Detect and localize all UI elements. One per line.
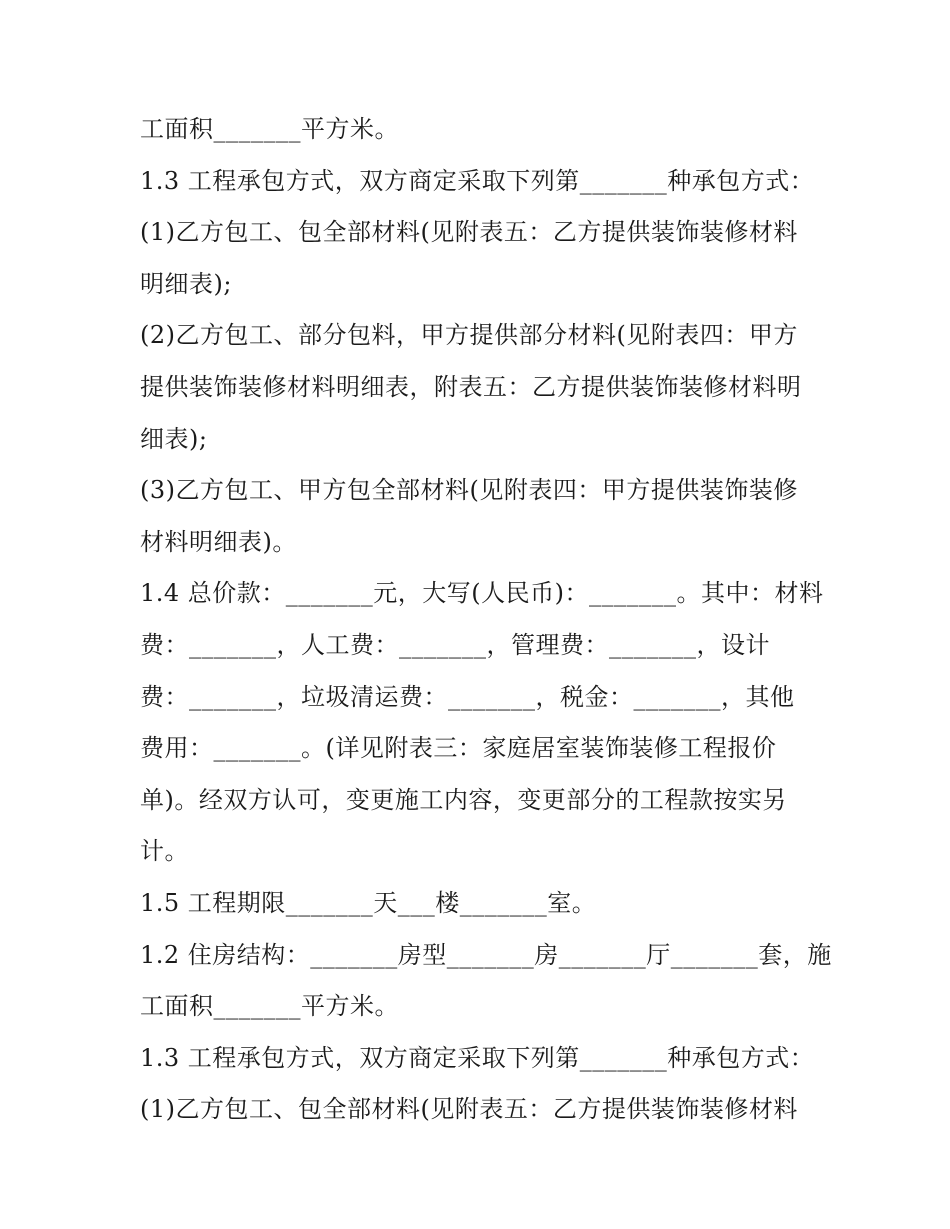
text-line: 工面积_______平方米。 bbox=[140, 115, 399, 143]
text-line: 1.2 住房结构：_______房型_______房_______厅_______套，施 bbox=[140, 940, 832, 969]
text-line: (2)乙方包工、部分包料，甲方提供部分材料(见附表四：甲方 bbox=[140, 321, 798, 350]
text-line: 计。 bbox=[140, 837, 189, 866]
contract-text bbox=[140, 104, 832, 1136]
text-line: 费：_______，人工费：_______，管理费：_______，设计 bbox=[140, 630, 770, 659]
text-line: 单)。经双方认可，变更施工内容，变更部分的工程款按实另 bbox=[140, 785, 787, 814]
text-line: 1.5 工程期限_______天___楼_______室。 bbox=[140, 888, 597, 917]
text-line: 材料明细表)。 bbox=[140, 527, 297, 556]
text-line: 费：_______，垃圾清运费：_______，税金：_______，其他 bbox=[140, 682, 795, 711]
text-line: 费用：_______。(详见附表三：家庭居室装饰装修工程报价 bbox=[140, 734, 777, 763]
text-line: 提供装饰装修材料明细表，附表五：乙方提供装饰装修材料明 bbox=[140, 372, 802, 401]
text-line: 1.4 总价款：_______元，大写(人民币)：_______。其中：材料 bbox=[140, 579, 824, 608]
text-line: (3)乙方包工、甲方包全部材料(见附表四：甲方提供装饰装修 bbox=[140, 476, 798, 505]
text-line: 1.3 工程承包方式，双方商定采取下列第_______种承包方式： bbox=[140, 1043, 815, 1072]
text-line: 1.3 工程承包方式，双方商定采取下列第_______种承包方式： bbox=[140, 166, 815, 195]
text-line: (1)乙方包工、包全部材料(见附表五：乙方提供装饰装修材料 bbox=[140, 218, 798, 247]
text-line: (1)乙方包工、包全部材料(见附表五：乙方提供装饰装修材料 bbox=[140, 1095, 798, 1124]
text-line: 明细表); bbox=[140, 269, 232, 298]
text-line: 工面积_______平方米。 bbox=[140, 992, 399, 1021]
text-line: 细表); bbox=[140, 424, 208, 453]
